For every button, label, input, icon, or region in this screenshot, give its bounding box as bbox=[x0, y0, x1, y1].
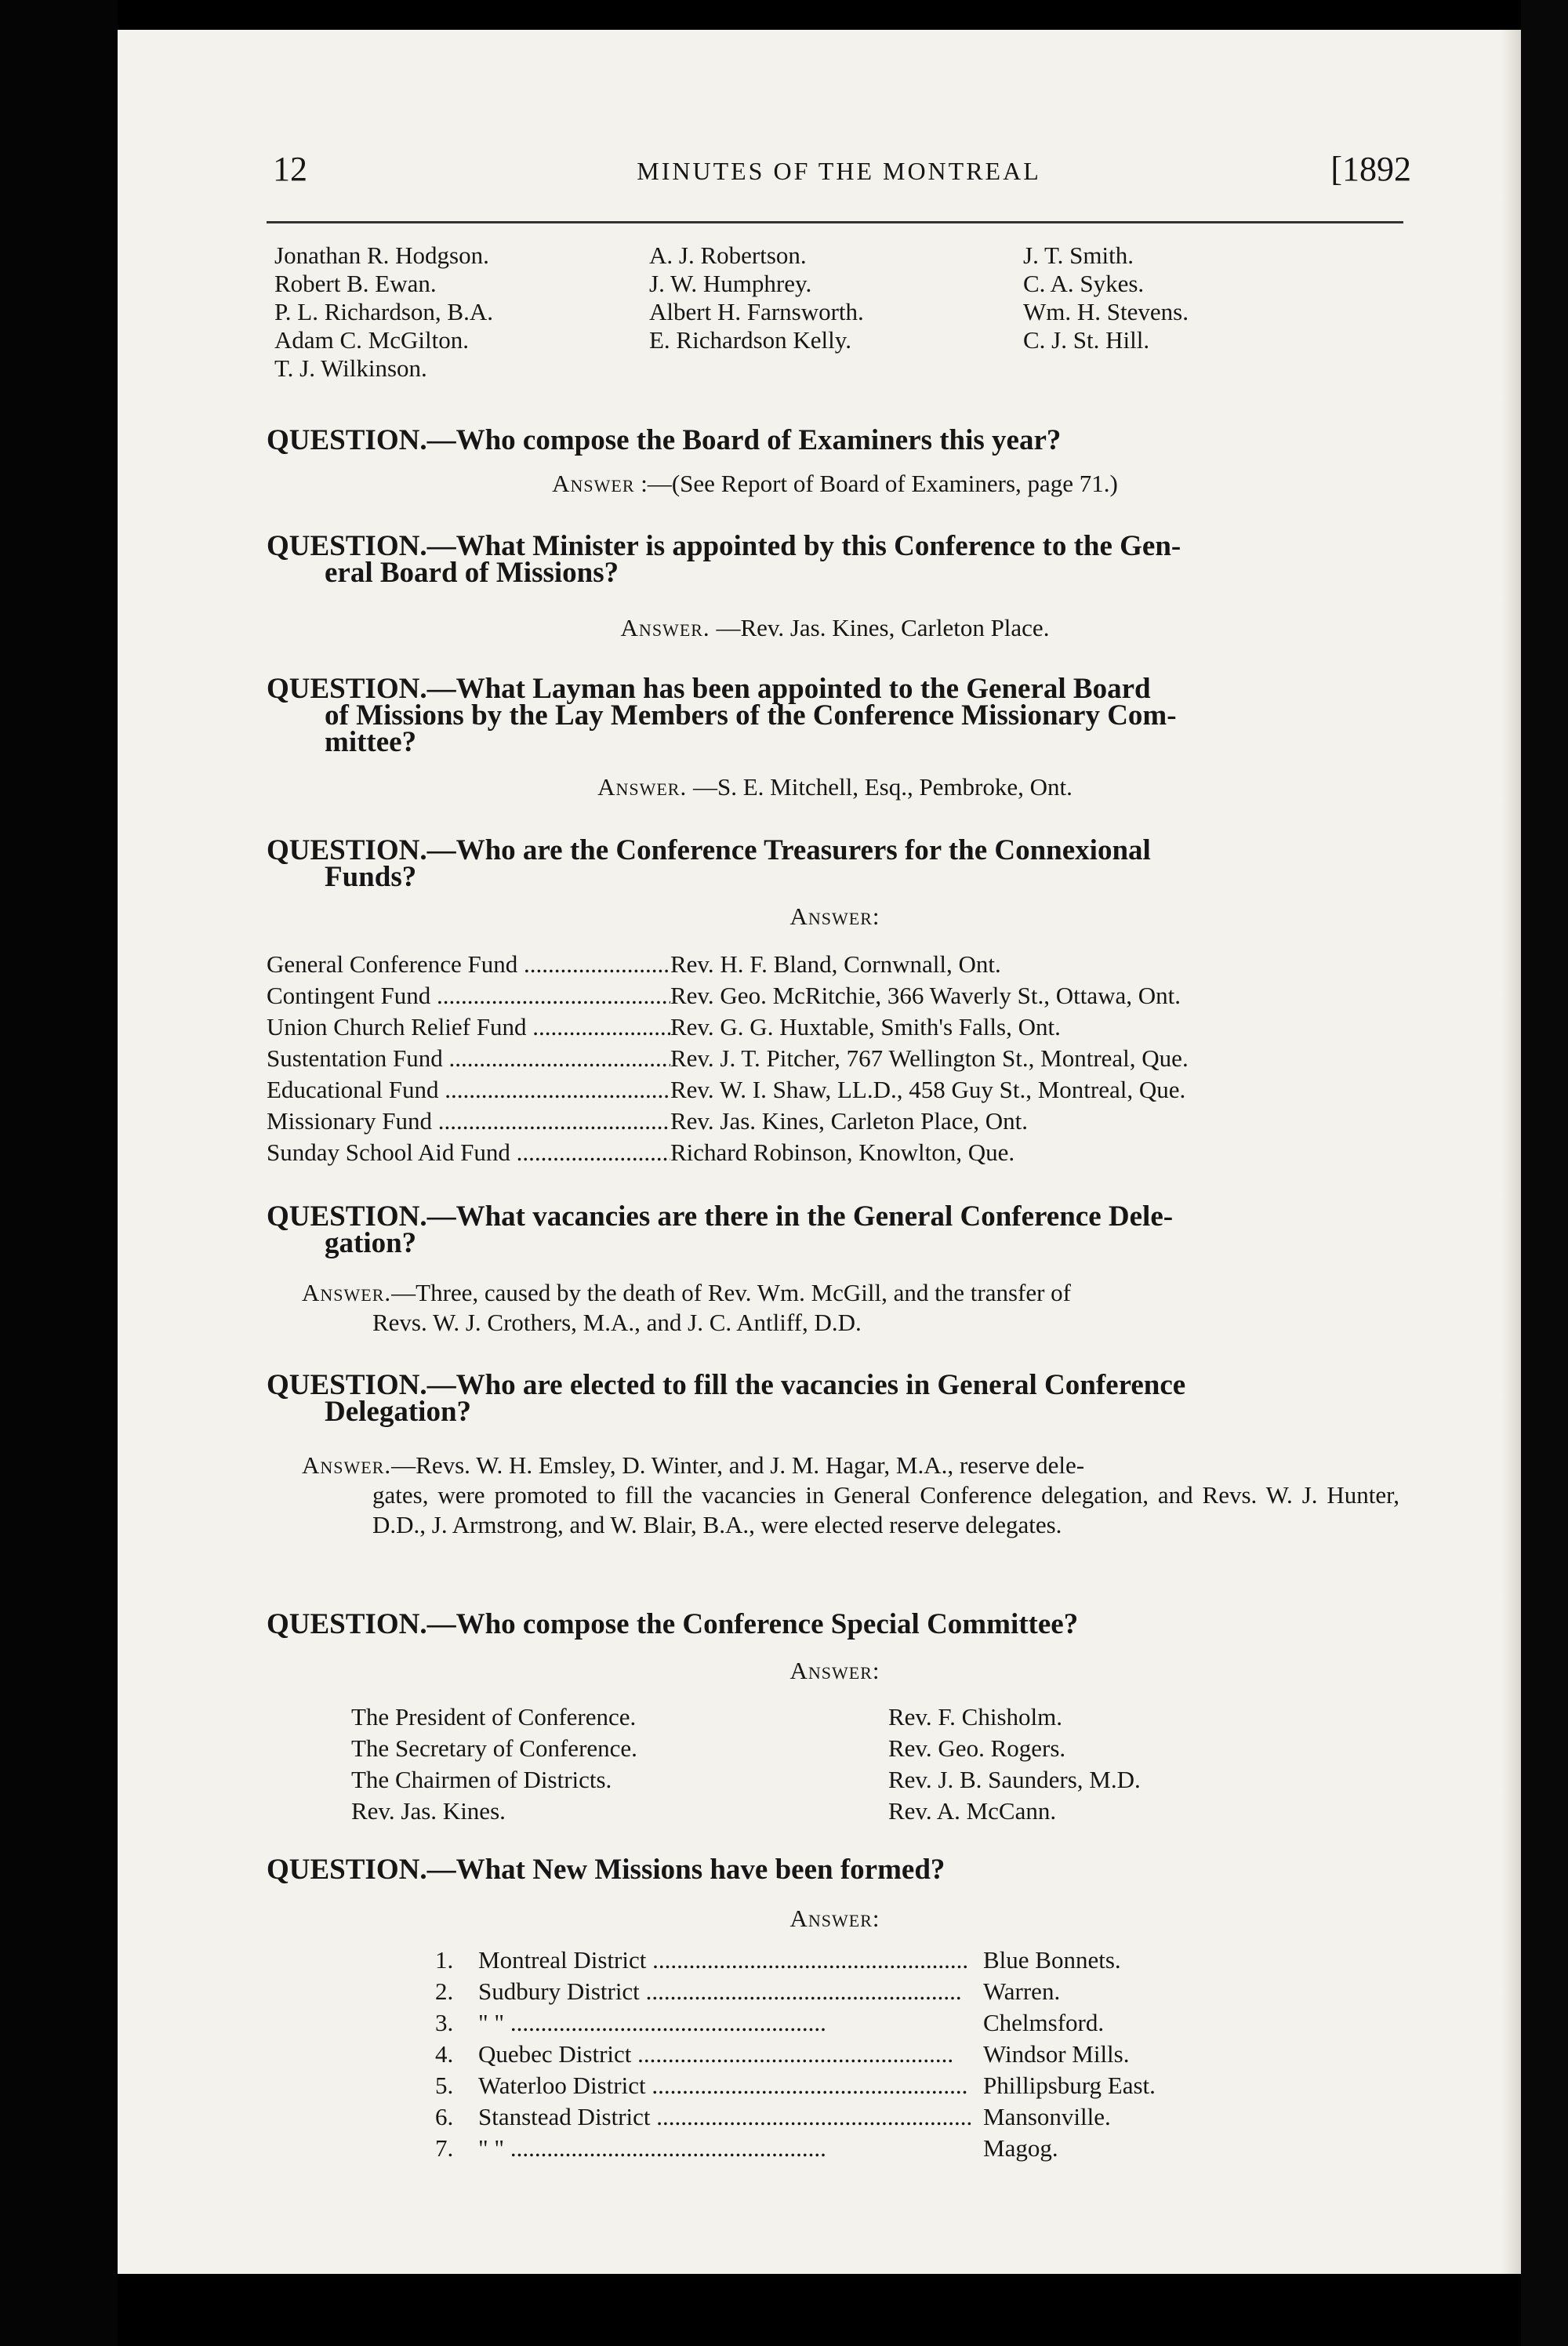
answer-layman-general-board bbox=[267, 772, 1403, 802]
name-entry: Robert B. Ewan. bbox=[274, 270, 437, 297]
list-item bbox=[267, 1011, 1411, 1043]
mission-number: 6. bbox=[435, 2103, 454, 2130]
question-delegation-vacancies bbox=[267, 1200, 1403, 1259]
mission-district: Quebec District ..... bbox=[478, 2039, 980, 2070]
running-head: MINUTES OF THE MONTREAL bbox=[637, 157, 1041, 185]
fund-name: General Conference Fund ..... bbox=[267, 949, 670, 980]
fund-name: Educational Fund ..... bbox=[267, 1074, 670, 1106]
fund-treasurer: Rev. Jas. Kines, Carleton Place, Ont. bbox=[670, 1107, 1029, 1135]
name-entry: J. T. Smith. bbox=[1023, 242, 1134, 269]
mission-district: Waterloo District ..... bbox=[478, 2070, 980, 2101]
mission-place: Phillipsburg East. bbox=[983, 2072, 1156, 2099]
list-item: Rev. F. Chisholm. bbox=[888, 1703, 1063, 1730]
mission-district: Montreal District ..... bbox=[478, 1945, 980, 1976]
mission-place: Mansonville. bbox=[983, 2103, 1111, 2130]
answer-label: Answer. bbox=[597, 773, 688, 801]
question-text-cont: gation? bbox=[325, 1227, 417, 1259]
list-item: The President of Conference. bbox=[351, 1703, 637, 1730]
mission-number: 3. bbox=[435, 2009, 454, 2036]
question-text-cont: Delegation? bbox=[325, 1396, 472, 1428]
list-item bbox=[267, 1043, 1411, 1074]
header-rule bbox=[267, 221, 1403, 223]
question-conference-treasurers bbox=[267, 834, 1403, 893]
list-item bbox=[435, 2007, 1298, 2039]
question-board-of-examiners: QUESTION.—Who compose the Board of Examiners this year? bbox=[267, 424, 1062, 456]
name-entry: T. J. Wilkinson. bbox=[274, 354, 427, 382]
page-header bbox=[267, 149, 1411, 196]
answer-text: —Revs. W. H. Emsley, D. Winter, and J. M. Hagar, M.A., reserve dele- bbox=[391, 1451, 1085, 1479]
mission-number: 5. bbox=[435, 2072, 454, 2099]
question-layman-general-board bbox=[267, 673, 1403, 758]
mission-number: 4. bbox=[435, 2040, 454, 2068]
list-item bbox=[435, 2039, 1298, 2070]
names-column-3 bbox=[1023, 242, 1189, 354]
answer-elected-to-fill bbox=[302, 1451, 1399, 1540]
answer-minister-general-board bbox=[267, 613, 1403, 643]
name-entry: J. W. Humphrey. bbox=[649, 270, 812, 297]
fund-name: Union Church Relief Fund ..... bbox=[267, 1011, 670, 1043]
mission-place: Windsor Mills. bbox=[983, 2040, 1130, 2068]
question-text-cont: eral Board of Missions? bbox=[325, 557, 619, 589]
mission-district: " " ..... bbox=[478, 2133, 980, 2164]
question-new-missions: QUESTION.—What New Missions have been formed? bbox=[267, 1854, 946, 1886]
list-item bbox=[435, 1945, 1298, 1976]
list-item: Rev. Jas. Kines. bbox=[351, 1797, 506, 1825]
list-item bbox=[435, 2101, 1298, 2133]
page-number: 12 bbox=[273, 150, 307, 188]
list-item bbox=[267, 1074, 1411, 1106]
question-text: QUESTION.—Who are the Conference Treasurers for the Connexional bbox=[267, 834, 1151, 866]
answer-text: —Rev. Jas. Kines, Carleton Place. bbox=[716, 614, 1050, 641]
name-entry: P. L. Richardson, B.A. bbox=[274, 298, 493, 325]
answer-text-cont: gates, were promoted to fill the vacancies in General Conference delegation, and Revs. W. J. Hunter, D.D., J. Armstrong, and W. Blair, B.A., were elected reserve delegates. bbox=[372, 1481, 1399, 1538]
name-entry: Albert H. Farnsworth. bbox=[649, 298, 864, 325]
answer-text: —Three, caused by the death of Rev. Wm. McGill, and the transfer of bbox=[391, 1279, 1071, 1306]
answer-text-cont: Revs. W. J. Crothers, M.A., and J. C. Antliff, D.D. bbox=[372, 1309, 862, 1336]
mission-district: Stanstead District ..... bbox=[478, 2101, 980, 2133]
question-text: QUESTION.—What Minister is appointed by this Conference to the Gen- bbox=[267, 530, 1181, 562]
fund-treasurer: Rev. H. F. Bland, Cornwnall, Ont. bbox=[670, 950, 1001, 978]
names-column-2 bbox=[649, 242, 864, 354]
answer-label: Answer: bbox=[789, 902, 880, 930]
list-item bbox=[435, 2133, 1298, 2164]
mission-place: Blue Bonnets. bbox=[983, 1946, 1121, 1974]
answer-text: :—(See Report of Board of Examiners, page 71.) bbox=[641, 470, 1118, 497]
question-text-cont: mittee? bbox=[325, 726, 417, 758]
list-item: The Secretary of Conference. bbox=[351, 1734, 637, 1762]
list-item bbox=[267, 949, 1411, 980]
mission-place: Chelmsford. bbox=[983, 2009, 1105, 2036]
answer-label: Answer: bbox=[789, 1905, 880, 1932]
question-text: QUESTION.—What vacancies are there in the General Conference Dele- bbox=[267, 1200, 1174, 1233]
fund-name: Contingent Fund ..... bbox=[267, 980, 670, 1011]
mission-place: Warren. bbox=[983, 1977, 1061, 2005]
fund-treasurer: Richard Robinson, Knowlton, Que. bbox=[670, 1138, 1015, 1166]
mission-district: Sudbury District ..... bbox=[478, 1976, 980, 2007]
question-text-cont: of Missions by the Lay Members of the Conference Missionary Com- bbox=[325, 699, 1177, 732]
question-special-committee: QUESTION.—Who compose the Conference Special Committee? bbox=[267, 1608, 1079, 1640]
mission-number: 1. bbox=[435, 1946, 454, 1974]
fund-treasurer: Rev. G. G. Huxtable, Smith's Falls, Ont. bbox=[670, 1013, 1061, 1040]
scan-right-border bbox=[1521, 0, 1568, 2346]
list-item: Rev. Geo. Rogers. bbox=[888, 1734, 1066, 1762]
mission-place: Magog. bbox=[983, 2134, 1058, 2162]
answer-board-of-examiners bbox=[267, 469, 1403, 499]
list-item bbox=[267, 1137, 1411, 1168]
mission-district: " " ..... bbox=[478, 2007, 980, 2039]
list-item bbox=[435, 1976, 1298, 2007]
answer-label: Answer: bbox=[789, 1657, 880, 1684]
question-text: QUESTION.—Who are elected to fill the vacancies in General Conference bbox=[267, 1369, 1186, 1401]
committee-column-left bbox=[351, 1701, 637, 1827]
answer-text: —S. E. Mitchell, Esq., Pembroke, Ont. bbox=[692, 773, 1073, 801]
question-minister-general-board bbox=[267, 530, 1403, 589]
question-elected-to-fill bbox=[267, 1369, 1403, 1428]
list-item: Rev. A. McCann. bbox=[888, 1797, 1057, 1825]
name-entry: C. A. Sykes. bbox=[1023, 270, 1145, 297]
answer-label: Answer. bbox=[620, 614, 710, 641]
list-item bbox=[267, 980, 1411, 1011]
answer-label: Answer. bbox=[302, 1279, 392, 1306]
fund-treasurer: Rev. Geo. McRitchie, 366 Waverly St., Ottawa, Ont. bbox=[670, 982, 1181, 1009]
answer-label: Answer. bbox=[302, 1451, 392, 1479]
fund-name: Sunday School Aid Fund ..... bbox=[267, 1137, 670, 1168]
name-entry: Jonathan R. Hodgson. bbox=[274, 242, 489, 269]
treasurers-list bbox=[267, 949, 1411, 1168]
question-text-cont: Funds? bbox=[325, 861, 417, 893]
list-item: Rev. J. B. Saunders, M.D. bbox=[888, 1766, 1141, 1793]
scan-left-border bbox=[0, 0, 118, 2346]
list-item: The Chairmen of Districts. bbox=[351, 1766, 612, 1793]
name-entry: E. Richardson Kelly. bbox=[649, 326, 851, 354]
mission-number: 2. bbox=[435, 1977, 454, 2005]
fund-name: Sustentation Fund ..... bbox=[267, 1043, 670, 1074]
answer-label: Answer bbox=[552, 470, 635, 497]
name-entry: C. J. St. Hill. bbox=[1023, 326, 1150, 354]
list-item bbox=[267, 1106, 1411, 1137]
fund-name: Missionary Fund ..... bbox=[267, 1106, 670, 1137]
fund-treasurer: Rev. W. I. Shaw, LL.D., 458 Guy St., Montreal, Que. bbox=[670, 1076, 1186, 1103]
fund-treasurer: Rev. J. T. Pitcher, 767 Wellington St., Montreal, Que. bbox=[670, 1044, 1189, 1072]
new-missions-list bbox=[435, 1945, 1298, 2164]
list-item bbox=[435, 2070, 1298, 2101]
page-edge-shadow bbox=[1501, 30, 1521, 2274]
name-entry: A. J. Robertson. bbox=[649, 242, 807, 269]
name-entry: Wm. H. Stevens. bbox=[1023, 298, 1189, 325]
answer-delegation-vacancies bbox=[302, 1278, 1399, 1338]
question-text: QUESTION.—What Layman has been appointed to the General Board bbox=[267, 673, 1151, 705]
header-year: [1892 bbox=[1330, 150, 1411, 188]
names-column-1 bbox=[274, 242, 493, 383]
mission-number: 7. bbox=[435, 2134, 454, 2162]
name-entry: Adam C. McGilton. bbox=[274, 326, 469, 354]
committee-column-right bbox=[888, 1701, 1141, 1827]
